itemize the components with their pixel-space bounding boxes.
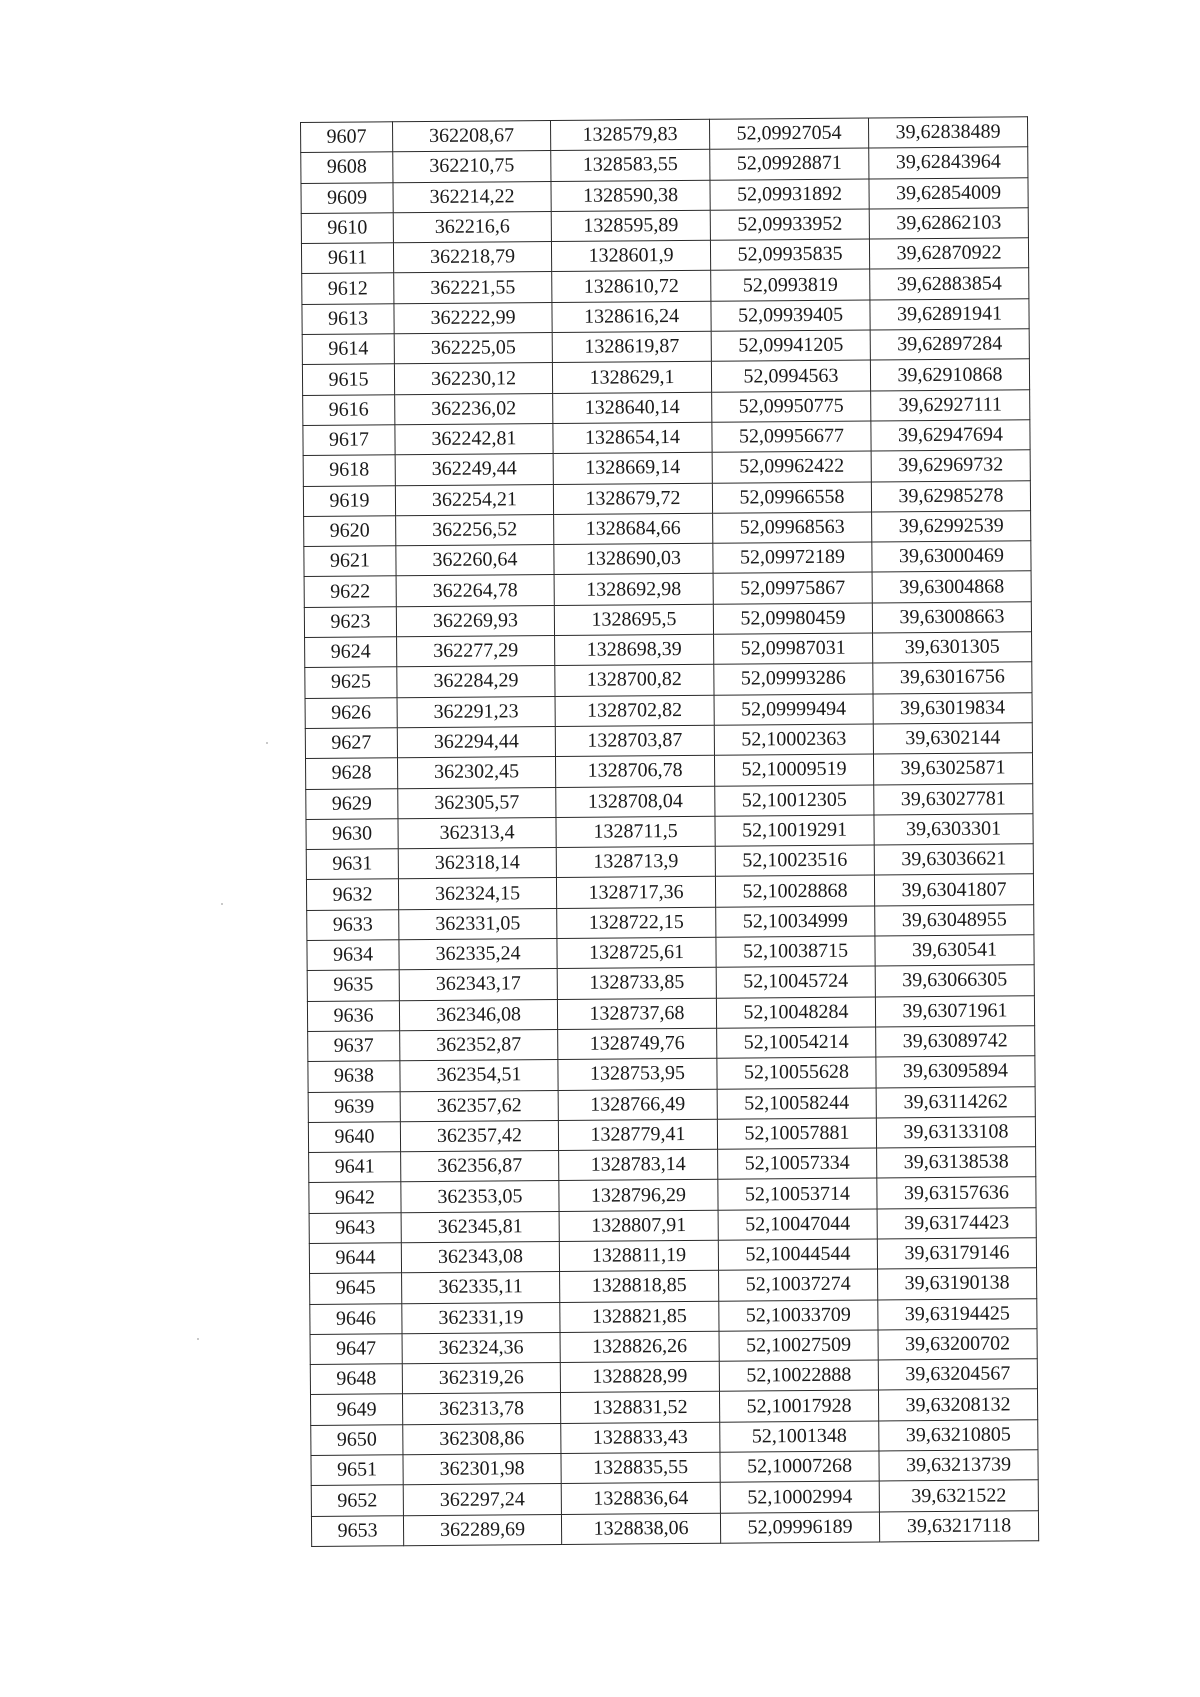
y-coordinate-cell: 1328695,5 <box>554 604 713 636</box>
latitude-cell: 52,10002994 <box>720 1481 879 1513</box>
longitude-cell: 39,63157636 <box>877 1177 1036 1209</box>
point-number-cell: 9641 <box>309 1152 401 1183</box>
y-coordinate-cell: 1328579,83 <box>550 119 709 151</box>
x-coordinate-cell: 362356,87 <box>401 1151 559 1183</box>
x-coordinate-cell: 362294,44 <box>397 726 555 758</box>
x-coordinate-cell: 362222,99 <box>394 302 552 334</box>
x-coordinate-cell: 362218,79 <box>393 242 551 274</box>
latitude-cell: 52,10022888 <box>719 1360 878 1392</box>
latitude-cell: 52,09927054 <box>709 118 868 150</box>
latitude-cell: 52,10055628 <box>717 1057 876 1089</box>
latitude-cell: 52,10019291 <box>715 815 874 847</box>
latitude-cell: 52,0993819 <box>711 270 870 302</box>
latitude-cell: 52,10045724 <box>716 966 875 998</box>
longitude-cell: 39,62883854 <box>870 268 1029 300</box>
longitude-cell: 39,63213739 <box>879 1450 1038 1482</box>
point-number-cell: 9637 <box>308 1031 400 1062</box>
y-coordinate-cell: 1328708,04 <box>556 786 715 818</box>
longitude-cell: 39,63071961 <box>875 995 1034 1027</box>
x-coordinate-cell: 362210,75 <box>393 151 551 183</box>
latitude-cell: 52,10037274 <box>719 1269 878 1301</box>
point-number-cell: 9620 <box>304 516 396 547</box>
latitude-cell: 52,10023516 <box>715 845 874 877</box>
y-coordinate-cell: 1328703,87 <box>555 725 714 757</box>
longitude-cell: 39,63208132 <box>878 1389 1037 1421</box>
point-number-cell: 9629 <box>306 788 398 819</box>
latitude-cell: 52,09928871 <box>710 148 869 180</box>
point-number-cell: 9621 <box>304 546 396 577</box>
latitude-cell: 52,09996189 <box>720 1512 879 1544</box>
x-coordinate-cell: 362249,44 <box>395 454 553 486</box>
point-number-cell: 9646 <box>310 1303 402 1334</box>
y-coordinate-cell: 1328779,41 <box>558 1119 717 1151</box>
y-coordinate-cell: 1328836,64 <box>561 1483 720 1515</box>
y-coordinate-cell: 1328733,85 <box>557 968 716 1000</box>
longitude-cell: 39,63000469 <box>872 541 1031 573</box>
x-coordinate-cell: 362302,45 <box>397 757 555 789</box>
longitude-cell: 39,62947694 <box>871 420 1030 452</box>
point-number-cell: 9632 <box>306 879 398 910</box>
point-number-cell: 9616 <box>303 394 395 425</box>
longitude-cell: 39,6302144 <box>873 723 1032 755</box>
x-coordinate-cell: 362291,23 <box>397 696 555 728</box>
x-coordinate-cell: 362343,17 <box>399 969 557 1001</box>
y-coordinate-cell: 1328713,9 <box>556 846 715 878</box>
scan-speck <box>221 903 223 905</box>
latitude-cell: 52,10012305 <box>715 785 874 817</box>
x-coordinate-cell: 362318,14 <box>398 848 556 880</box>
point-number-cell: 9638 <box>308 1061 400 1092</box>
y-coordinate-cell: 1328811,19 <box>559 1240 718 1272</box>
latitude-cell: 52,10009519 <box>714 754 873 786</box>
latitude-cell: 52,10034999 <box>716 906 875 938</box>
latitude-cell: 52,09933952 <box>710 209 869 241</box>
point-number-cell: 9636 <box>307 1000 399 1031</box>
y-coordinate-cell: 1328828,99 <box>560 1361 719 1393</box>
x-coordinate-cell: 362352,87 <box>400 1029 558 1061</box>
y-coordinate-cell: 1328669,14 <box>553 453 712 485</box>
x-coordinate-cell: 362335,24 <box>399 939 557 971</box>
longitude-cell: 39,62862103 <box>869 208 1028 240</box>
y-coordinate-cell: 1328807,91 <box>559 1210 718 1242</box>
latitude-cell: 52,09968563 <box>713 512 872 544</box>
y-coordinate-cell: 1328753,95 <box>558 1058 717 1090</box>
point-number-cell: 9622 <box>304 576 396 607</box>
x-coordinate-cell: 362214,22 <box>393 181 551 213</box>
latitude-cell: 52,10027509 <box>719 1330 878 1362</box>
latitude-cell: 52,09987031 <box>714 633 873 665</box>
x-coordinate-cell: 362343,08 <box>401 1241 559 1273</box>
latitude-cell: 52,0994563 <box>711 360 870 392</box>
y-coordinate-cell: 1328725,61 <box>557 937 716 969</box>
latitude-cell: 52,09975867 <box>713 572 872 604</box>
x-coordinate-cell: 362221,55 <box>394 272 552 304</box>
point-number-cell: 9623 <box>304 607 396 638</box>
point-number-cell: 9613 <box>302 304 394 335</box>
y-coordinate-cell: 1328640,14 <box>553 392 712 424</box>
point-number-cell: 9653 <box>311 1515 403 1546</box>
longitude-cell: 39,63048955 <box>875 904 1034 936</box>
latitude-cell: 52,09956677 <box>712 421 871 453</box>
longitude-cell: 39,63095894 <box>876 1056 1035 1088</box>
point-number-cell: 9626 <box>305 697 397 728</box>
y-coordinate-cell: 1328601,9 <box>551 240 710 272</box>
point-number-cell: 9648 <box>310 1364 402 1395</box>
longitude-cell: 39,62910868 <box>870 359 1029 391</box>
latitude-cell: 52,10053714 <box>718 1178 877 1210</box>
latitude-cell: 52,09993286 <box>714 663 873 695</box>
x-coordinate-cell: 362269,93 <box>396 605 554 637</box>
longitude-cell: 39,62969732 <box>871 450 1030 482</box>
y-coordinate-cell: 1328700,82 <box>555 665 714 697</box>
point-number-cell: 9652 <box>311 1485 403 1516</box>
y-coordinate-cell: 1328818,85 <box>560 1271 719 1303</box>
x-coordinate-cell: 362289,69 <box>403 1514 561 1546</box>
point-number-cell: 9649 <box>310 1394 402 1425</box>
y-coordinate-cell: 1328826,26 <box>560 1331 719 1363</box>
point-number-cell: 9642 <box>309 1182 401 1213</box>
x-coordinate-cell: 362319,26 <box>402 1363 560 1395</box>
x-coordinate-cell: 362308,86 <box>403 1423 561 1455</box>
longitude-cell: 39,6301305 <box>873 632 1032 664</box>
point-number-cell: 9645 <box>310 1273 402 1304</box>
y-coordinate-cell: 1328654,14 <box>553 422 712 454</box>
longitude-cell: 39,63027781 <box>874 783 1033 815</box>
y-coordinate-cell: 1328690,03 <box>554 543 713 575</box>
longitude-cell: 39,63066305 <box>875 965 1034 997</box>
y-coordinate-cell: 1328692,98 <box>554 574 713 606</box>
x-coordinate-cell: 362236,02 <box>395 393 553 425</box>
point-number-cell: 9639 <box>308 1091 400 1122</box>
y-coordinate-cell: 1328833,43 <box>561 1422 720 1454</box>
coordinates-table-body <box>301 117 1039 1547</box>
x-coordinate-cell: 362313,78 <box>402 1393 560 1425</box>
y-coordinate-cell: 1328684,66 <box>554 513 713 545</box>
y-coordinate-cell: 1328711,5 <box>556 816 715 848</box>
latitude-cell: 52,10038715 <box>716 936 875 968</box>
x-coordinate-cell: 362254,21 <box>395 484 553 516</box>
x-coordinate-cell: 362357,62 <box>400 1090 558 1122</box>
latitude-cell: 52,1001348 <box>720 1421 879 1453</box>
longitude-cell: 39,62854009 <box>869 177 1028 209</box>
latitude-cell: 52,10002363 <box>714 724 873 756</box>
y-coordinate-cell: 1328629,1 <box>552 362 711 394</box>
latitude-cell: 52,09980459 <box>713 603 872 635</box>
latitude-cell: 52,10044544 <box>718 1239 877 1271</box>
longitude-cell: 39,63194425 <box>878 1298 1037 1330</box>
latitude-cell: 52,10028868 <box>715 875 874 907</box>
scan-speck <box>197 1338 199 1340</box>
longitude-cell: 39,63133108 <box>876 1117 1035 1149</box>
y-coordinate-cell: 1328616,24 <box>552 301 711 333</box>
longitude-cell: 39,63174423 <box>877 1207 1036 1239</box>
x-coordinate-cell: 362324,15 <box>398 878 556 910</box>
x-coordinate-cell: 362242,81 <box>395 423 553 455</box>
x-coordinate-cell: 362216,6 <box>393 211 551 243</box>
x-coordinate-cell: 362357,42 <box>400 1120 558 1152</box>
point-number-cell: 9627 <box>305 728 397 759</box>
longitude-cell: 39,62927111 <box>871 389 1030 421</box>
point-number-cell: 9630 <box>306 819 398 850</box>
latitude-cell: 52,10047044 <box>718 1209 877 1241</box>
y-coordinate-cell: 1328831,52 <box>560 1392 719 1424</box>
x-coordinate-cell: 362264,78 <box>396 575 554 607</box>
y-coordinate-cell: 1328706,78 <box>555 755 714 787</box>
longitude-cell: 39,63036621 <box>874 844 1033 876</box>
coordinates-table <box>300 116 1039 1547</box>
point-number-cell: 9650 <box>311 1424 403 1455</box>
point-number-cell: 9647 <box>310 1334 402 1365</box>
longitude-cell: 39,63025871 <box>873 753 1032 785</box>
longitude-cell: 39,63089742 <box>876 1026 1035 1058</box>
latitude-cell: 52,10048284 <box>716 997 875 1029</box>
x-coordinate-cell: 362353,05 <box>401 1181 559 1213</box>
point-number-cell: 9615 <box>302 364 394 395</box>
y-coordinate-cell: 1328590,38 <box>551 180 710 212</box>
latitude-cell: 52,10057881 <box>717 1118 876 1150</box>
longitude-cell: 39,63114262 <box>876 1086 1035 1118</box>
y-coordinate-cell: 1328679,72 <box>553 483 712 515</box>
longitude-cell: 39,6321522 <box>879 1480 1038 1512</box>
x-coordinate-cell: 362256,52 <box>396 514 554 546</box>
y-coordinate-cell: 1328717,36 <box>556 877 715 909</box>
x-coordinate-cell: 362297,24 <box>403 1484 561 1516</box>
x-coordinate-cell: 362313,4 <box>398 817 556 849</box>
y-coordinate-cell: 1328821,85 <box>560 1301 719 1333</box>
longitude-cell: 39,6303301 <box>874 814 1033 846</box>
scan-speck <box>266 742 268 744</box>
y-coordinate-cell: 1328722,15 <box>557 907 716 939</box>
longitude-cell: 39,63016756 <box>873 662 1032 694</box>
x-coordinate-cell: 362305,57 <box>398 787 556 819</box>
point-number-cell: 9614 <box>302 334 394 365</box>
x-coordinate-cell: 362225,05 <box>394 333 552 365</box>
longitude-cell: 39,63210805 <box>879 1420 1038 1452</box>
x-coordinate-cell: 362301,98 <box>403 1454 561 1486</box>
longitude-cell: 39,62985278 <box>871 480 1030 512</box>
x-coordinate-cell: 362284,29 <box>397 666 555 698</box>
longitude-cell: 39,630541 <box>875 935 1034 967</box>
latitude-cell: 52,09972189 <box>713 542 872 574</box>
point-number-cell: 9634 <box>307 940 399 971</box>
latitude-cell: 52,09941205 <box>711 330 870 362</box>
longitude-cell: 39,63179146 <box>877 1238 1036 1270</box>
x-coordinate-cell: 362277,29 <box>397 636 555 668</box>
y-coordinate-cell: 1328796,29 <box>559 1180 718 1212</box>
point-number-cell: 9608 <box>301 152 393 183</box>
latitude-cell: 52,09999494 <box>714 694 873 726</box>
latitude-cell: 52,09966558 <box>712 482 871 514</box>
y-coordinate-cell: 1328783,14 <box>559 1149 718 1181</box>
longitude-cell: 39,62891941 <box>870 299 1029 331</box>
point-number-cell: 9628 <box>306 758 398 789</box>
y-coordinate-cell: 1328749,76 <box>558 1028 717 1060</box>
longitude-cell: 39,63204567 <box>878 1359 1037 1391</box>
table-row <box>311 1510 1038 1546</box>
y-coordinate-cell: 1328737,68 <box>557 998 716 1030</box>
longitude-cell: 39,63200702 <box>878 1329 1037 1361</box>
latitude-cell: 52,09931892 <box>710 179 869 211</box>
x-coordinate-cell: 362335,11 <box>402 1272 560 1304</box>
y-coordinate-cell: 1328698,39 <box>555 634 714 666</box>
point-number-cell: 9633 <box>307 909 399 940</box>
y-coordinate-cell: 1328835,55 <box>561 1452 720 1484</box>
x-coordinate-cell: 362324,36 <box>402 1332 560 1364</box>
longitude-cell: 39,63008663 <box>872 602 1031 634</box>
x-coordinate-cell: 362230,12 <box>394 363 552 395</box>
latitude-cell: 52,09962422 <box>712 451 871 483</box>
latitude-cell: 52,09935835 <box>710 239 869 271</box>
y-coordinate-cell: 1328766,49 <box>558 1089 717 1121</box>
longitude-cell: 39,63004868 <box>872 571 1031 603</box>
longitude-cell: 39,63138538 <box>877 1147 1036 1179</box>
y-coordinate-cell: 1328583,55 <box>551 150 710 182</box>
latitude-cell: 52,10033709 <box>719 1300 878 1332</box>
point-number-cell: 9618 <box>303 455 395 486</box>
longitude-cell: 39,62838489 <box>868 117 1027 149</box>
point-number-cell: 9624 <box>305 637 397 668</box>
longitude-cell: 39,63217118 <box>879 1510 1038 1542</box>
latitude-cell: 52,10057334 <box>718 1148 877 1180</box>
x-coordinate-cell: 362345,81 <box>401 1211 559 1243</box>
x-coordinate-cell: 362354,51 <box>400 1060 558 1092</box>
point-number-cell: 9631 <box>306 849 398 880</box>
point-number-cell: 9644 <box>309 1243 401 1274</box>
y-coordinate-cell: 1328702,82 <box>555 695 714 727</box>
longitude-cell: 39,63041807 <box>874 874 1033 906</box>
latitude-cell: 52,10058244 <box>717 1088 876 1120</box>
x-coordinate-cell: 362331,05 <box>399 908 557 940</box>
point-number-cell: 9619 <box>303 485 395 516</box>
longitude-cell: 39,62897284 <box>870 329 1029 361</box>
x-coordinate-cell: 362346,08 <box>399 999 557 1031</box>
point-number-cell: 9625 <box>305 667 397 698</box>
y-coordinate-cell: 1328838,06 <box>561 1513 720 1545</box>
x-coordinate-cell: 362260,64 <box>396 545 554 577</box>
longitude-cell: 39,62870922 <box>869 238 1028 270</box>
latitude-cell: 52,10007268 <box>720 1451 879 1483</box>
longitude-cell: 39,63190138 <box>878 1268 1037 1300</box>
point-number-cell: 9643 <box>309 1212 401 1243</box>
point-number-cell: 9609 <box>301 182 393 213</box>
point-number-cell: 9607 <box>301 122 393 153</box>
y-coordinate-cell: 1328595,89 <box>551 210 710 242</box>
x-coordinate-cell: 362331,19 <box>402 1302 560 1334</box>
point-number-cell: 9612 <box>302 273 394 304</box>
point-number-cell: 9651 <box>311 1455 403 1486</box>
latitude-cell: 52,10017928 <box>719 1390 878 1422</box>
longitude-cell: 39,62843964 <box>869 147 1028 179</box>
y-coordinate-cell: 1328619,87 <box>552 331 711 363</box>
point-number-cell: 9640 <box>308 1122 400 1153</box>
latitude-cell: 52,10054214 <box>717 1027 876 1059</box>
y-coordinate-cell: 1328610,72 <box>552 271 711 303</box>
x-coordinate-cell: 362208,67 <box>393 121 551 153</box>
longitude-cell: 39,63019834 <box>873 692 1032 724</box>
point-number-cell: 9617 <box>303 425 395 456</box>
point-number-cell: 9610 <box>301 213 393 244</box>
point-number-cell: 9611 <box>301 243 393 274</box>
longitude-cell: 39,62992539 <box>872 511 1031 543</box>
point-number-cell: 9635 <box>307 970 399 1001</box>
latitude-cell: 52,09950775 <box>712 391 871 423</box>
latitude-cell: 52,09939405 <box>711 300 870 332</box>
